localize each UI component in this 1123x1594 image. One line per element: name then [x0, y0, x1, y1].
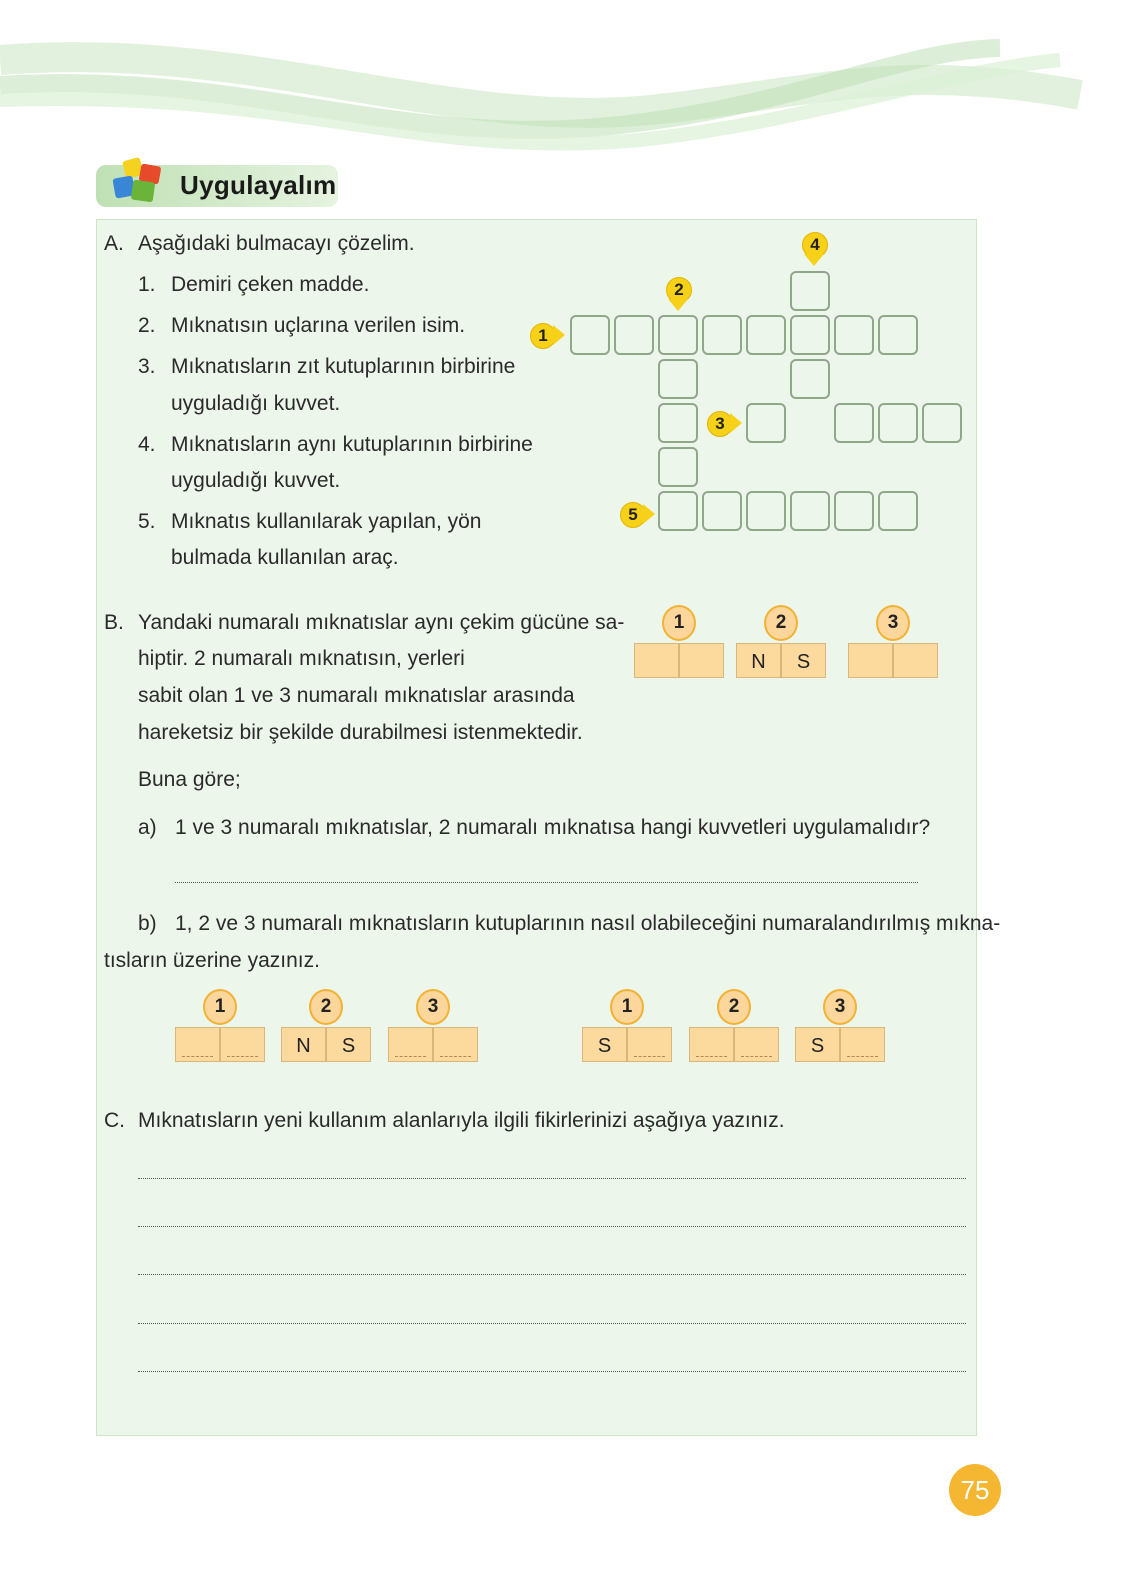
clue-number: 1.	[138, 273, 156, 296]
crossword-cell[interactable]	[790, 491, 830, 531]
clue-text: uyguladığı kuvvet.	[171, 392, 341, 415]
magnet-number-badge: 1	[610, 989, 644, 1025]
magnet-pole-left[interactable]: S	[795, 1027, 840, 1062]
magnet-pole-left[interactable]	[634, 643, 679, 678]
crossword-cell[interactable]	[878, 403, 918, 443]
magnet-pole-right[interactable]: S	[326, 1027, 371, 1062]
magnet-pole-right[interactable]	[679, 643, 724, 678]
magnet	[175, 1027, 265, 1062]
crossword-cell[interactable]	[834, 403, 874, 443]
clue-number: 3.	[138, 355, 156, 378]
magnet-pole-left[interactable]: S	[582, 1027, 627, 1062]
clue-text: Mıknatıs kullanılarak yapılan, yön	[171, 510, 482, 533]
section-b-text: hiptir. 2 numaralı mıknatısın, yerleri	[138, 647, 465, 670]
clue-text: Demiri çeken madde.	[171, 273, 370, 296]
crossword-cell[interactable]	[878, 315, 918, 355]
clue-number: 4.	[138, 433, 156, 456]
magnet	[736, 643, 826, 678]
answer-line[interactable]	[138, 1178, 966, 1179]
question-b-label: b)	[138, 912, 157, 935]
crossword-cell[interactable]	[922, 403, 962, 443]
magnet-pole-left[interactable]	[848, 643, 893, 678]
magnet-pole-right[interactable]	[627, 1027, 672, 1062]
crossword-cell[interactable]	[790, 271, 830, 311]
answer-line[interactable]	[138, 1323, 966, 1324]
answer-line[interactable]	[138, 1274, 966, 1275]
magnet-pole-right[interactable]	[840, 1027, 885, 1062]
answer-line-a[interactable]	[175, 882, 918, 883]
puzzle-icon	[110, 155, 166, 207]
clue-number: 5.	[138, 510, 156, 533]
magnet-number-badge: 3	[876, 605, 910, 641]
arrow-down-icon	[668, 299, 688, 311]
crossword-cell[interactable]	[834, 315, 874, 355]
question-a-label: a)	[138, 816, 157, 839]
clue-badge-5: 5	[620, 502, 646, 528]
section-b-text: hareketsiz bir şekilde durabilmesi istenmektedir.	[138, 721, 583, 744]
section-c-prompt: Mıknatısların yeni kullanım alanlarıyla ilgili fikirlerinizi aşağıya yazınız.	[138, 1109, 785, 1132]
section-title: Uygulayalım	[180, 170, 337, 200]
clue-text: bulmada kullanılan araç.	[171, 546, 399, 569]
arrow-right-icon	[553, 325, 565, 345]
crossword-cell[interactable]	[878, 491, 918, 531]
crossword-cell[interactable]	[746, 315, 786, 355]
magnet-pole-right[interactable]	[433, 1027, 478, 1062]
crossword-cell[interactable]	[746, 403, 786, 443]
clue-badge-4: 4	[802, 232, 828, 258]
magnet-number-badge: 2	[764, 605, 798, 641]
answer-line[interactable]	[138, 1371, 966, 1372]
crossword-cell[interactable]	[790, 315, 830, 355]
crossword-cell[interactable]	[834, 491, 874, 531]
question-b-text: 1, 2 ve 3 numaralı mıknatısların kutuplarının nasıl olabileceğini numaralandırılmış mıkna-	[175, 912, 1001, 935]
magnet-pole-right[interactable]	[893, 643, 938, 678]
page-number: 75	[949, 1464, 1001, 1516]
clue-text: Mıknatısların zıt kutuplarının birbirine	[171, 355, 516, 378]
arrow-right-icon	[643, 504, 655, 524]
magnet-pole-left[interactable]	[689, 1027, 734, 1062]
crossword-cell[interactable]	[658, 491, 698, 531]
magnet-pole-left[interactable]	[388, 1027, 433, 1062]
magnet	[281, 1027, 371, 1062]
crossword-cell[interactable]	[658, 447, 698, 487]
magnet-pole-right[interactable]	[734, 1027, 779, 1062]
arrow-right-icon	[730, 413, 742, 433]
clue-text: Mıknatısın uçlarına verilen isim.	[171, 314, 466, 337]
magnet	[689, 1027, 779, 1062]
magnet-number-badge: 2	[309, 989, 343, 1025]
crossword-cell[interactable]	[702, 491, 742, 531]
magnet-number-badge: 3	[823, 989, 857, 1025]
magnet-pole-left[interactable]: N	[281, 1027, 326, 1062]
decorative-wave	[0, 0, 1123, 160]
clue-number: 2.	[138, 314, 156, 337]
magnet-pole-left[interactable]	[175, 1027, 220, 1062]
magnet-number-badge: 1	[662, 605, 696, 641]
buna-gore: Buna göre;	[138, 768, 241, 791]
magnet	[634, 643, 724, 678]
magnet	[795, 1027, 885, 1062]
magnet-pole-right[interactable]: S	[781, 643, 826, 678]
magnet	[582, 1027, 672, 1062]
clue-badge-1: 1	[530, 323, 556, 349]
crossword-cell[interactable]	[658, 315, 698, 355]
clue-badge-3: 3	[707, 411, 733, 437]
section-a-label: A.	[104, 232, 124, 255]
magnet-number-badge: 3	[416, 989, 450, 1025]
section-a-prompt: Aşağıdaki bulmacayı çözelim.	[138, 232, 415, 255]
clue-badge-2: 2	[666, 277, 692, 303]
clue-text: uyguladığı kuvvet.	[171, 469, 341, 492]
section-b-text: sabit olan 1 ve 3 numaralı mıknatıslar arasında	[138, 684, 575, 707]
crossword-cell[interactable]	[702, 315, 742, 355]
answer-line[interactable]	[138, 1226, 966, 1227]
arrow-down-icon	[804, 254, 824, 266]
section-b-text: Yandaki numaralı mıknatıslar aynı çekim gücüne sa-	[138, 611, 625, 634]
magnet	[848, 643, 938, 678]
crossword-cell[interactable]	[790, 359, 830, 399]
question-b-text: tısların üzerine yazınız.	[104, 949, 320, 972]
crossword-cell[interactable]	[658, 359, 698, 399]
magnet-number-badge: 1	[203, 989, 237, 1025]
section-b-label: B.	[104, 611, 124, 634]
crossword-cell[interactable]	[570, 315, 610, 355]
crossword-cell[interactable]	[746, 491, 786, 531]
magnet	[388, 1027, 478, 1062]
section-c-label: C.	[104, 1109, 125, 1132]
magnet-pole-right[interactable]	[220, 1027, 265, 1062]
question-a-text: 1 ve 3 numaralı mıknatıslar, 2 numaralı mıknatısa hangi kuvvetleri uygulamalıdır?	[175, 816, 931, 839]
crossword-cell[interactable]	[614, 315, 654, 355]
magnet-pole-left[interactable]: N	[736, 643, 781, 678]
clue-text: Mıknatısların aynı kutuplarının birbirine	[171, 433, 533, 456]
magnet-number-badge: 2	[717, 989, 751, 1025]
crossword-cell[interactable]	[658, 403, 698, 443]
